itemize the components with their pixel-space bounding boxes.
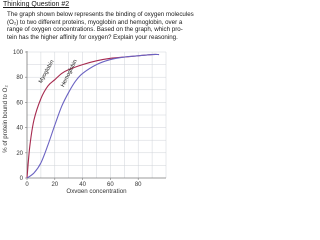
y-tick-label: 80 [16, 75, 23, 82]
x-tick-label: 40 [79, 182, 86, 188]
question-line: tein has the higher affinity for oxygen? Explain your reasoning. [7, 33, 178, 41]
labels [2, 50, 142, 193]
question-heading: Thinking Question #2 [3, 1, 70, 8]
y-tick-label: 20 [16, 150, 23, 157]
question-line: (O₂) to two different proteins, myoglobin and hemoglobin, over a [7, 18, 183, 26]
x-tick-label: 0 [25, 182, 29, 188]
x-tick-label: 60 [107, 182, 114, 188]
x-axis-label: Oxygen concentration [66, 188, 127, 193]
y-tick-label: 40 [16, 125, 23, 132]
myoglobin-label: Myoglobin [37, 59, 56, 85]
y-tick-label: 100 [12, 50, 23, 56]
x-tick-label: 20 [51, 182, 59, 188]
y-axis-label: % of protein bound to O₂ [2, 85, 9, 153]
hemoglobin-label: Hemoglobin [60, 58, 79, 89]
y-tick-label: 0 [19, 176, 23, 182]
question-line: The graph shown below represents the binding of oxygen molecules [7, 11, 194, 18]
question-line: range of oxygen concentrations. Based on the graph, which pro- [7, 26, 183, 34]
x-tick-label: 80 [134, 182, 142, 188]
y-tick-label: 60 [16, 100, 23, 107]
